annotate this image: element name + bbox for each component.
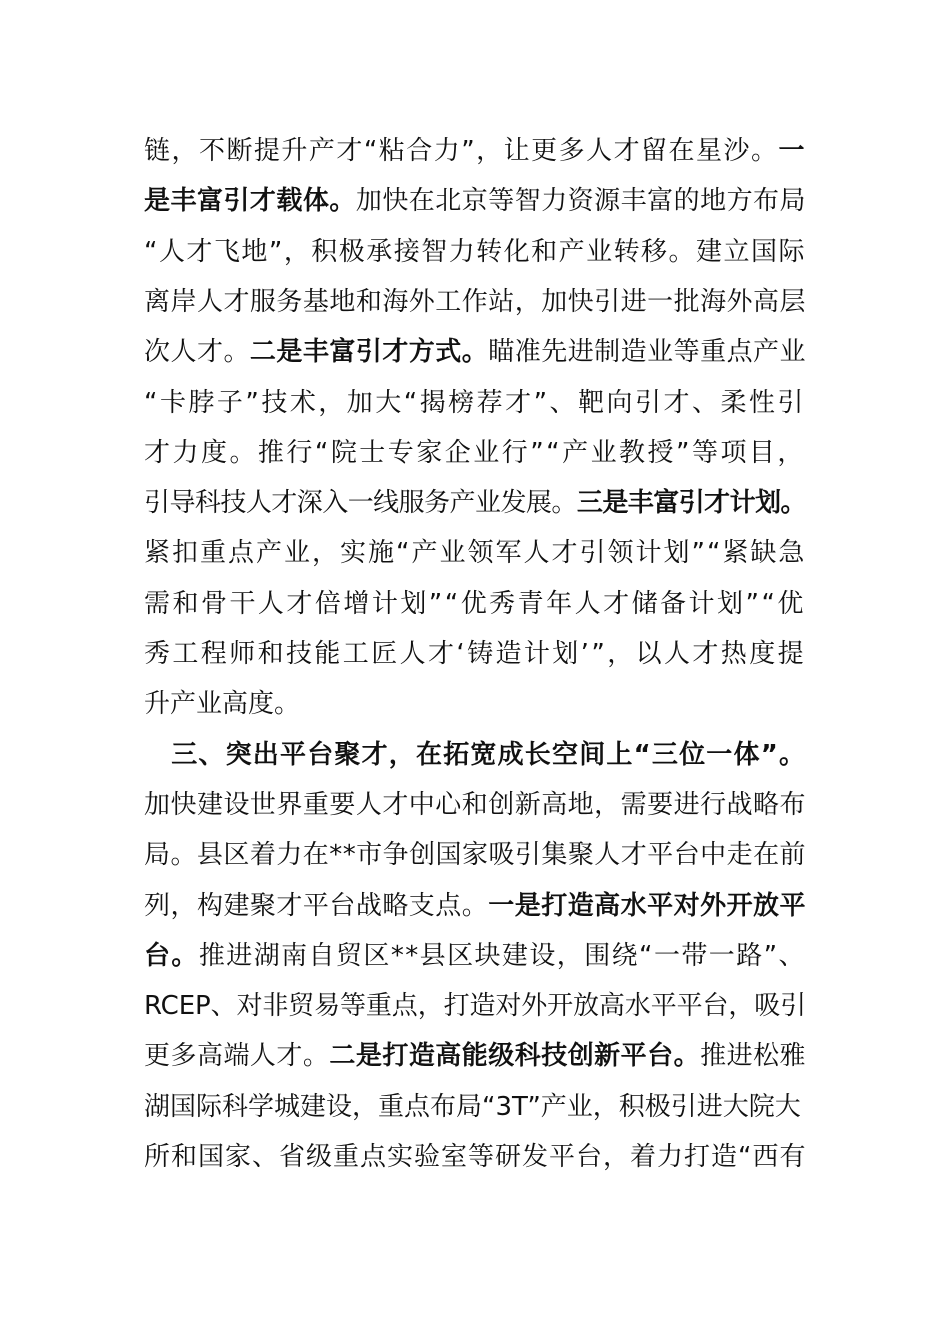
text-line [144, 785, 806, 825]
text-line [144, 1137, 806, 1177]
text-line [144, 131, 806, 171]
section-heading [144, 735, 806, 775]
text-run: 瞄准先进制造业等重点产业 [488, 337, 807, 368]
text-line [144, 533, 806, 573]
text-run: 加快建设世界重要人才中心和创新高地，需要进行战略布 [144, 789, 807, 820]
bold-text: 是丰富引才载体。 [144, 186, 356, 217]
text-run: RCEP、对非贸易等重点，打造对外开放高水平平台，吸引 [144, 991, 807, 1022]
text-run: 加快在北京等智力资源丰富的地方布局 [355, 186, 807, 217]
text-line [144, 1036, 806, 1076]
text-run: 更多高端人才。 [144, 1041, 330, 1072]
text-run: 秀工程师和技能工匠人才‘铸造计划’”，以人才热度提 [144, 639, 806, 669]
text-run: 离岸人才服务基地和海外工作站，加快引进一批海外高层 [144, 286, 807, 317]
text-line [144, 181, 806, 221]
text-run: 升产业高度。 [144, 689, 301, 720]
text-line [144, 835, 806, 875]
text-line [144, 433, 806, 473]
text-run: 紧扣重点产业，实施“产业领军人才引领计划”“紧缺急 [144, 538, 807, 569]
text-line [144, 1087, 801, 1127]
text-run: 链，不断提升产才“粘合力”，让更多人才留在星沙。 [144, 136, 779, 166]
text-line [144, 986, 806, 1026]
bold-text: 二是打造高能级科技创新平台。 [329, 1041, 701, 1072]
text-run: “卡脖子”技术，加大“揭榜荐才”、靶向引才、柔性引 [144, 387, 806, 418]
text-run: 推进湖南自贸区**县区块建设，围绕“一带一路”、 [198, 940, 806, 971]
text-run: 才力度。推行“院士专家企业行”“产业教授”等项目， [144, 437, 806, 468]
bold-text: 二是丰富引才方式。 [249, 337, 489, 368]
text-run: 局。县区着力在**市争创国家吸引集聚人才平台中走在前 [144, 840, 807, 871]
bold-text: 台。 [144, 940, 199, 971]
text-run: 湖国际科学城建设，重点布局“3T”产业，积极引进大院大 [144, 1091, 801, 1122]
text-run: 所和国家、省级重点实验室等研发平台，着力打造“西有 [144, 1142, 807, 1172]
text-run: 列，构建聚才平台战略支点。 [144, 890, 489, 921]
text-run: 推进松雅 [700, 1041, 807, 1072]
bold-text: 三是丰富引才计划。 [576, 488, 807, 519]
text-line [144, 332, 806, 372]
text-run: 次人才。 [144, 337, 250, 368]
text-run: 需和骨干人才倍增计划”“优秀青年人才储备计划”“优 [144, 588, 806, 619]
text-run: 引导科技人才深入一线服务产业发展。 [144, 488, 577, 519]
text-line [144, 684, 300, 724]
text-line [144, 232, 806, 272]
text-line [144, 584, 806, 624]
bold-text: 三、突出平台聚才，在拓宽成长空间上“三位一体”。 [144, 739, 807, 770]
text-line [144, 886, 806, 926]
text-line [144, 634, 806, 674]
bold-text: 一 [778, 136, 806, 166]
text-line [144, 282, 806, 322]
text-run: “人才飞地”，积极承接智力转化和产业转移。建立国际 [144, 236, 806, 267]
bold-text: 一是打造高水平对外开放平 [488, 890, 807, 921]
text-line [144, 383, 806, 423]
text-line [144, 936, 806, 976]
text-line [144, 483, 806, 523]
